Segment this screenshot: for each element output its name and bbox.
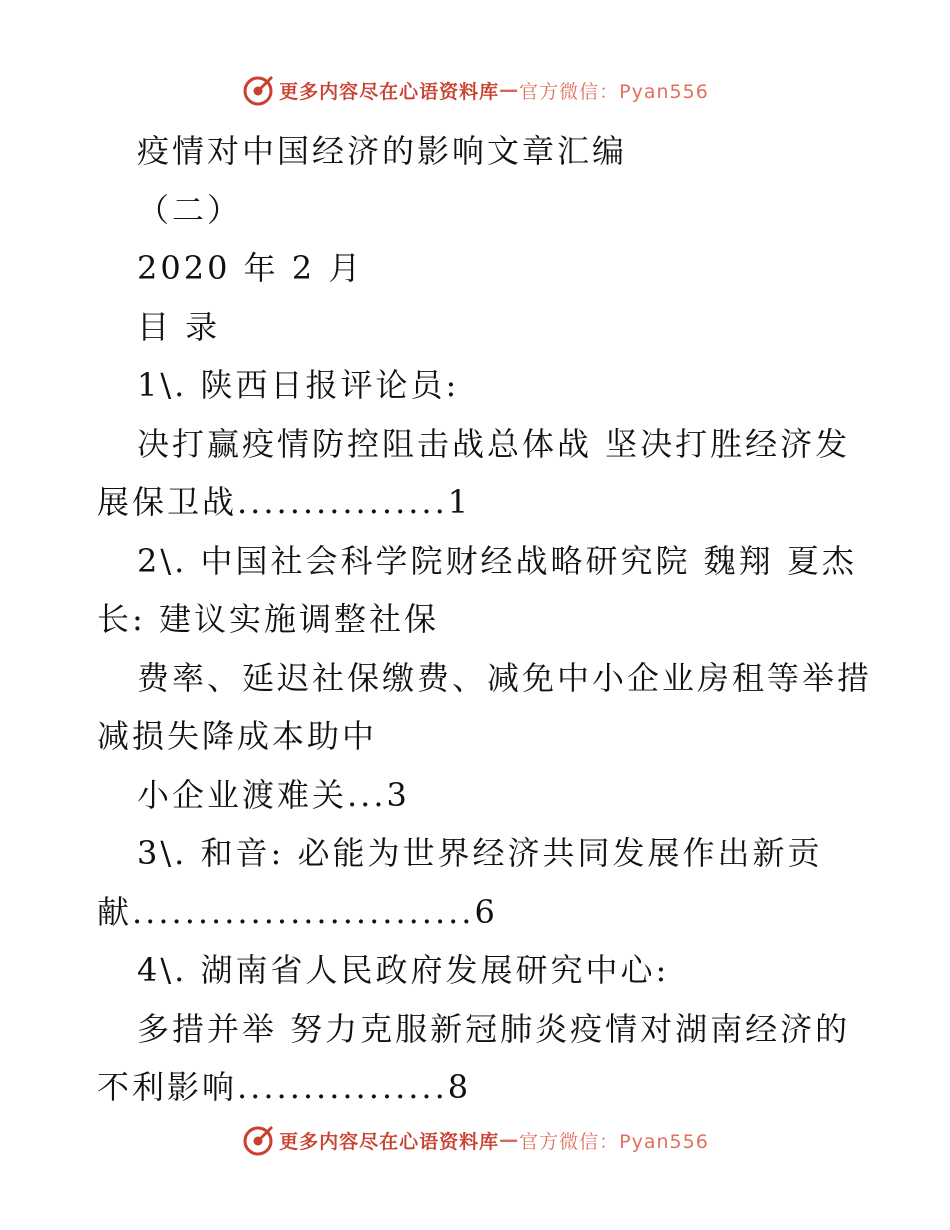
toc-line: 多措并举 努力克服新冠肺炎疫情对湖南经济的 bbox=[137, 1009, 851, 1048]
toc-line: 小企业渡难关...3 bbox=[137, 775, 410, 814]
watermark-main-text: 更多内容尽在心语资料库 bbox=[279, 80, 500, 103]
watermark-footer bbox=[0, 1120, 950, 1160]
toc-line: 1\. 陕西日报评论员: bbox=[137, 366, 460, 404]
toc-line: 展保卫战................1 bbox=[97, 483, 472, 521]
watermark-dash: — bbox=[499, 79, 520, 101]
toc-heading: 目 录 bbox=[137, 307, 221, 346]
document-date: 2020 年 2 月 bbox=[137, 249, 364, 287]
toc-line: 4\. 湖南省人民政府发展研究中心: bbox=[137, 951, 670, 989]
toc-line: 长: 建议实施调整社保 bbox=[97, 600, 439, 638]
document-body bbox=[97, 122, 873, 1117]
watermark-dash: — bbox=[499, 1129, 520, 1151]
toc-line: 减损失降成本助中 bbox=[97, 717, 378, 755]
watermark-contact: 官方微信：Pyan556 bbox=[519, 1130, 709, 1153]
toc-line: 费率、延迟社保缴费、减免中小企业房租等举措 bbox=[137, 658, 873, 697]
watermark-contact: 官方微信：Pyan556 bbox=[519, 80, 709, 103]
document-title: 疫情对中国经济的影响文章汇编 bbox=[137, 132, 628, 170]
toc-line: 不利影响................8 bbox=[97, 1068, 472, 1106]
toc-line: 献..........................6 bbox=[97, 892, 498, 931]
toc-line: 决打赢疫情防控阻击战总体战 坚决打胜经济发 bbox=[137, 424, 851, 463]
watermark-main-text: 更多内容尽在心语资料库 bbox=[279, 1130, 500, 1153]
pen-circle-logo-icon bbox=[241, 73, 275, 107]
document-subtitle: （二） bbox=[137, 190, 243, 229]
watermark-header bbox=[0, 70, 950, 110]
toc-line: 2\. 中国社会科学院财经战略研究院 魏翔 夏杰 bbox=[137, 541, 857, 580]
toc-line: 3\. 和音: 必能为世界经济共同发展作出新贡 bbox=[137, 834, 823, 872]
pen-circle-logo-icon bbox=[241, 1123, 275, 1157]
